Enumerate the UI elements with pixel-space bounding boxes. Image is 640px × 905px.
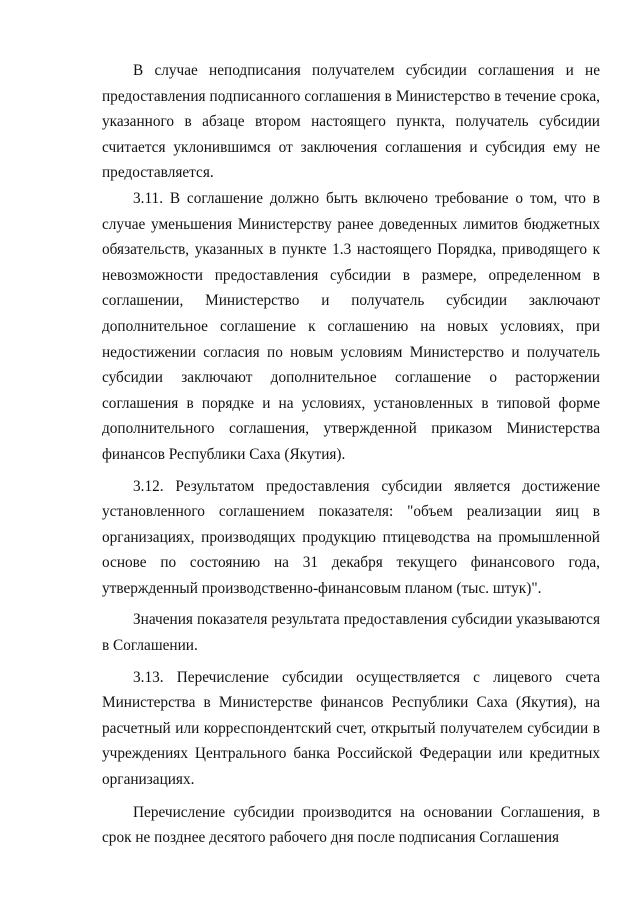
paragraph-refusal-to-sign: В случае неподписания получателем субсидии соглашения и не предоставления подписанного соглашения в Министерство в течение срока, указанного в абзаце втором настоящего пункта, получатель субсидии считается уклонившимся от заключения соглашения и субсидия ему не предоставляется. <box>102 62 600 182</box>
paragraph-transfer-terms: Перечисление субсидии производится на основании Соглашения, в срок не позднее десятого рабочего дня после подписания Соглашения <box>102 803 600 847</box>
paragraph-3-12: 3.12. Результатом предоставления субсидии является достижение установленного соглашением показателя: "объем реализации яиц в организациях, производящих продукцию птицеводства на промышленной основе по состоянию на 31 декабря текущего финансового года, утвержденный производственно-финансовым планом (тыс. штук)". <box>102 477 600 597</box>
paragraph-3-13: 3.13. Перечисление субсидии осуществляется с лицевого счета Министерства в Министерстве финансов Республики Саха (Якутия), на расчетный или корреспондентский счет, открытый получателем субсидии в учреждениях Центрального банка Российской Федерации или кредитных организациях. <box>102 668 600 789</box>
paragraph-3-11: 3.11. В соглашение должно быть включено требование о том, что в случае уменьшения Министерству ранее доведенных лимитов бюджетных обязательств, указанных в пункте 1.3 настоящего Порядка, приводящего к невозможности предоставления субсидии в размере, определенном в соглашении, Министерство и получатель субсидии заключают дополнительное соглашение к соглашению на новых условиях, при недостижении согласия по новым условиям Министерство и получатель субсидии заключают дополнительное соглашение о расторжении соглашения в порядке и на условиях, установленных в типовой форме дополнительного соглашения, утвержденной приказом Министерства финансов Республики Саха (Якутия). <box>102 189 600 463</box>
paragraph-indicator-values: Значения показателя результата предоставления субсидии указываются в Соглашении. <box>102 611 600 655</box>
document-body <box>102 58 600 851</box>
